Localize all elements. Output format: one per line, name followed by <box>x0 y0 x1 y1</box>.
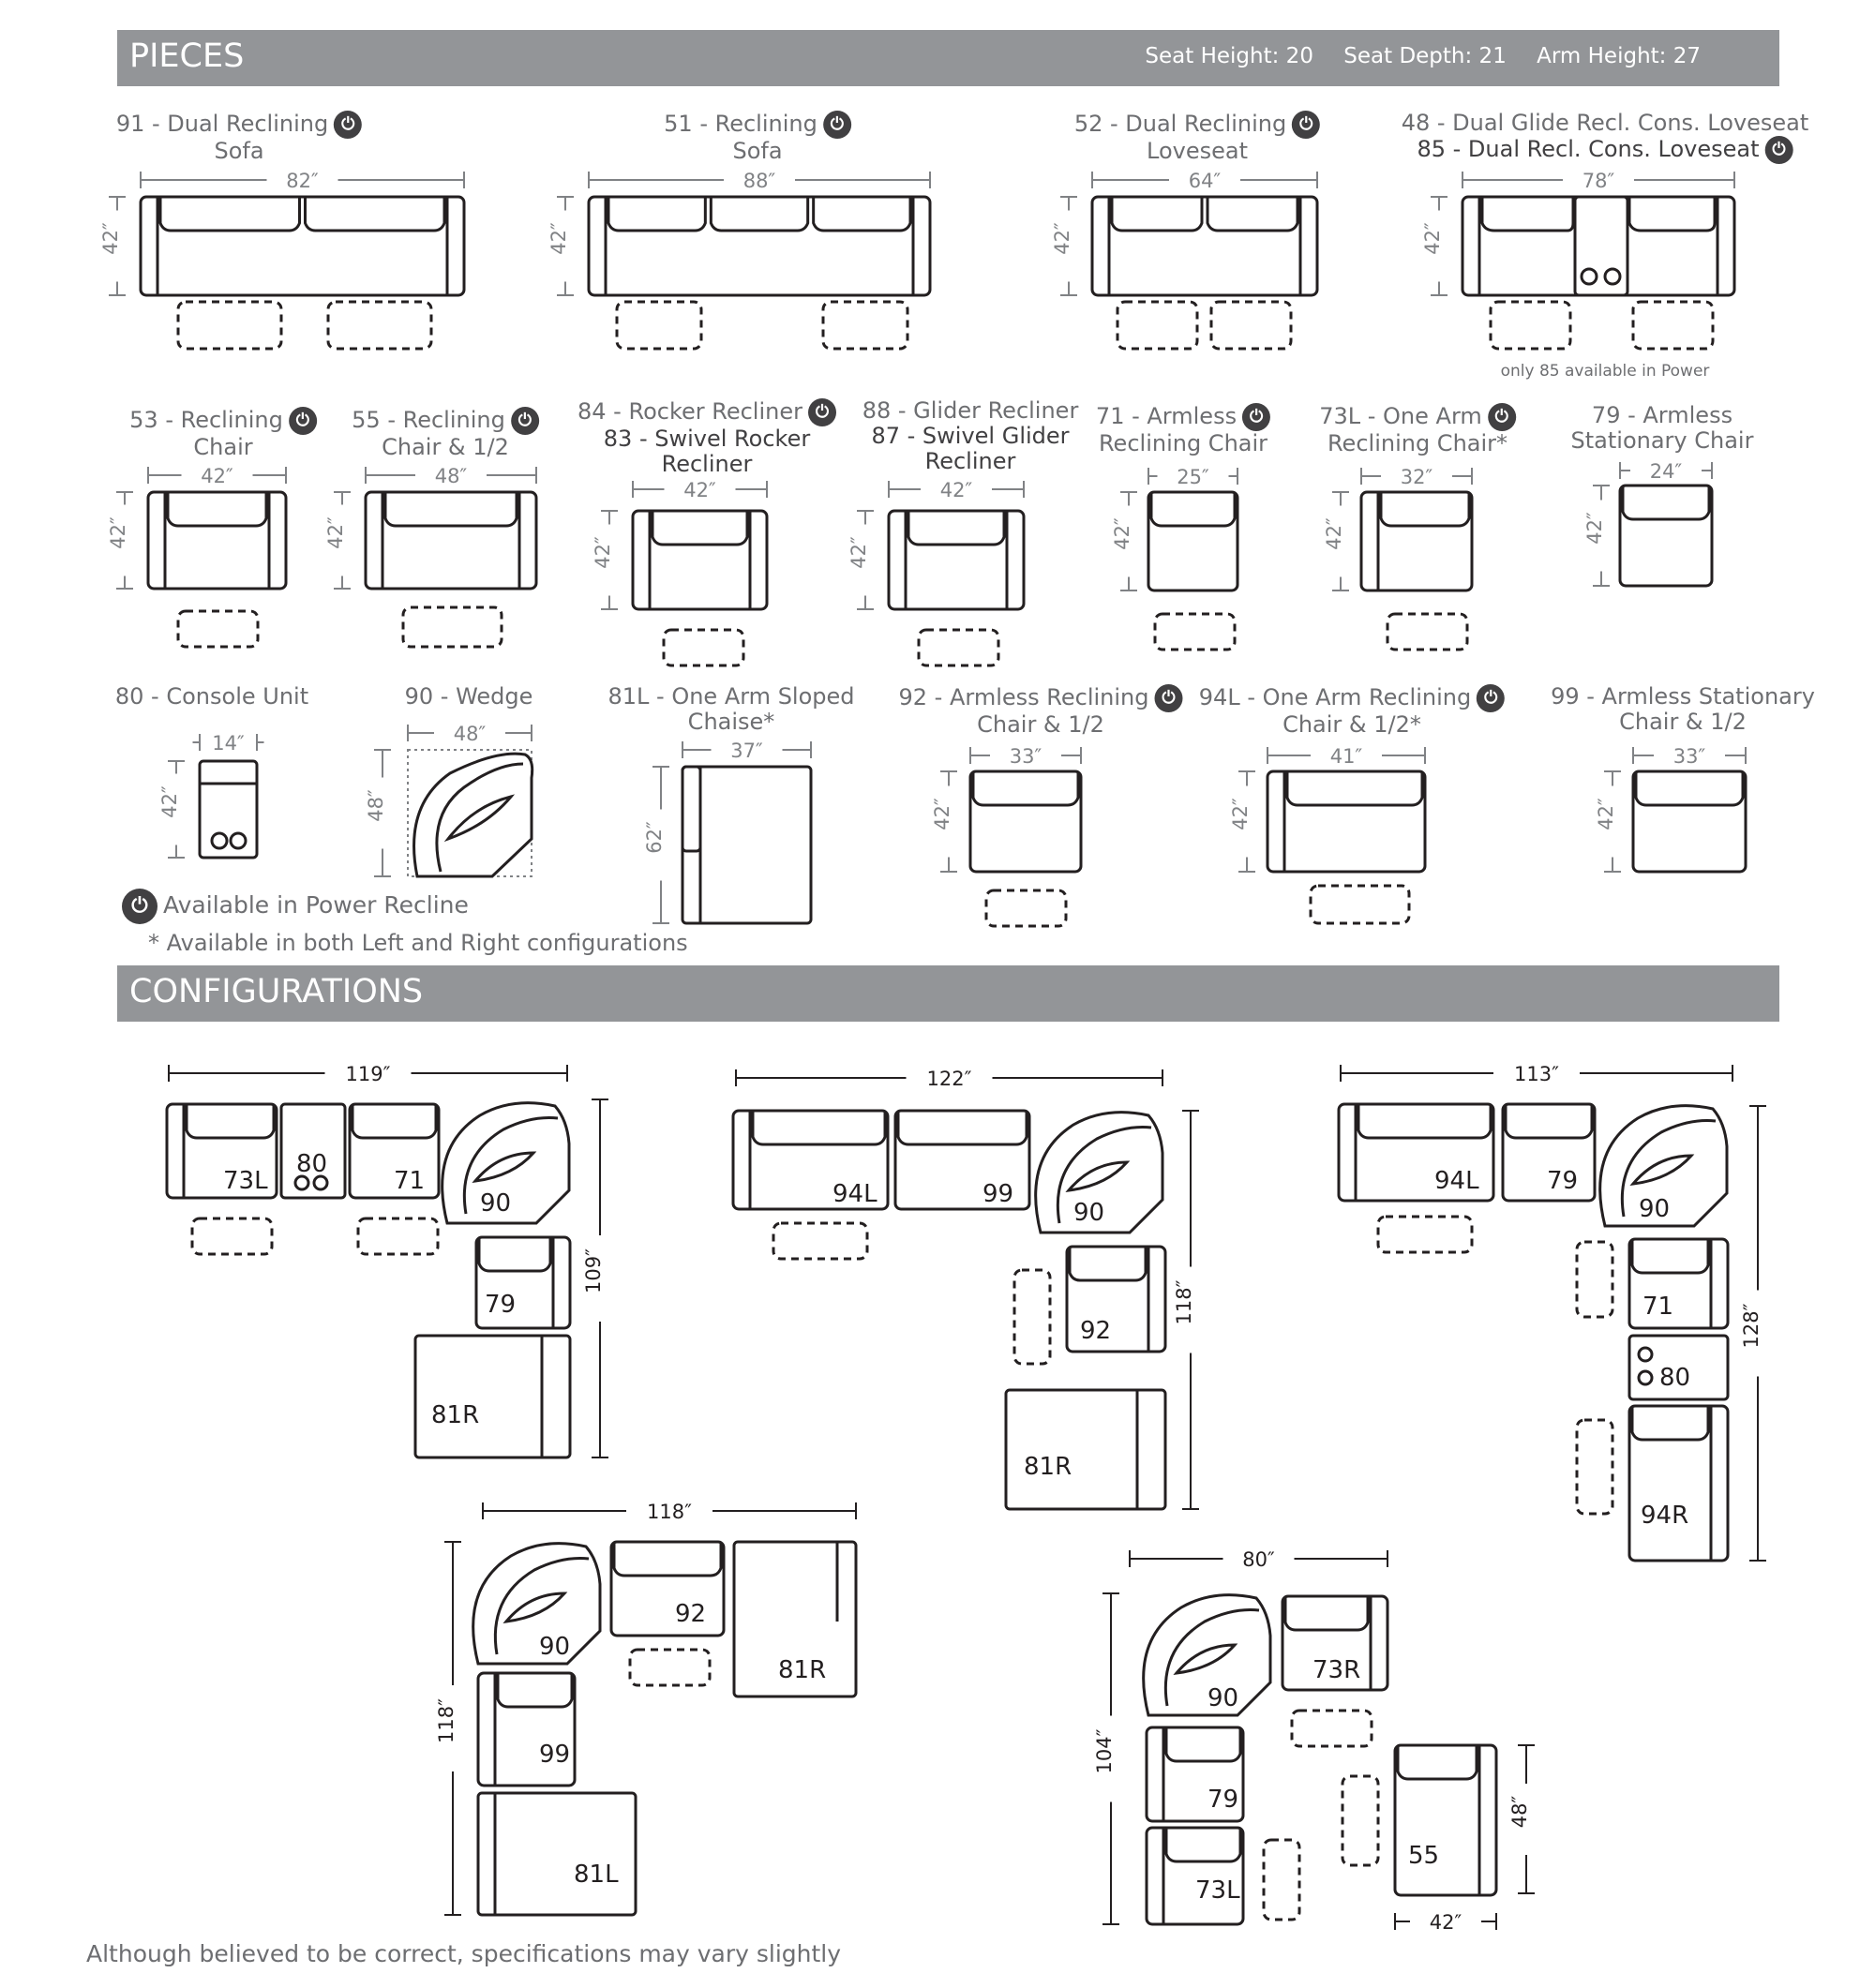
piece-label-88-87: 88 - Glider Recliner 87 - Swivel Glider Recliner <box>862 397 1079 474</box>
config1-81R <box>415 1336 570 1457</box>
config5-90-cushion <box>1177 1645 1235 1673</box>
config1-79-seat-back <box>479 1237 550 1271</box>
config2-99-seat-back <box>898 1111 1027 1144</box>
piece-92-outline <box>970 771 1081 872</box>
dim-height-88: 42″ <box>848 536 870 569</box>
dim-width-53: 42″ <box>201 465 233 487</box>
piece-55-seat-back <box>385 492 517 526</box>
power-legend: ⏻ Available in Power Recline <box>122 889 469 924</box>
dim-height-90: 48″ <box>365 789 387 822</box>
dim-width-config-4: 118″ <box>647 1501 692 1523</box>
power-icon: ⏻ <box>1477 684 1505 712</box>
power-icon: ⏻ <box>511 407 539 435</box>
dim-depth-config-2: 118″ <box>1173 1279 1195 1325</box>
config3-94R-outline <box>1629 1406 1728 1561</box>
config2-label-81R: 81R <box>1024 1453 1072 1481</box>
config5-label-73R: 73R <box>1312 1656 1361 1684</box>
config1-label-90: 90 <box>480 1189 512 1218</box>
config5-55-outline <box>1395 1745 1496 1895</box>
config2-label-99: 99 <box>982 1180 1014 1208</box>
config1-90-cushion <box>475 1153 533 1181</box>
config3-71-seat-back <box>1632 1239 1708 1273</box>
piece-84-seat-back <box>652 511 747 545</box>
dim-height-48: 42″ <box>1421 222 1444 255</box>
dim-width-92: 33″ <box>1009 745 1042 768</box>
config4-label-90: 90 <box>539 1633 571 1661</box>
config1-73L-seat-back <box>187 1104 274 1138</box>
dim-width-config-5-55: 42″ <box>1429 1911 1462 1934</box>
dim-height-73L: 42″ <box>1323 517 1345 550</box>
piece-label-79: 79 - Armless Stationary Chair <box>1570 402 1754 454</box>
config4-label-81R: 81R <box>778 1656 827 1684</box>
footrest-48b <box>1633 302 1713 349</box>
config5-label-55: 55 <box>1408 1842 1440 1870</box>
piece-91-outline <box>141 197 464 295</box>
footrest <box>773 1223 867 1259</box>
footrest-51b <box>823 302 908 349</box>
config1-label-80: 80 <box>296 1150 328 1178</box>
dim-width-48: 78″ <box>1582 170 1615 192</box>
piece-label-81L: 81L - One Arm Sloped Chaise* <box>608 683 855 735</box>
config3-label-71: 71 <box>1642 1293 1674 1321</box>
config1-label-73L: 73L <box>223 1167 268 1195</box>
footer-disclaimer: Although believed to be correct, specifications may vary slightly <box>86 1940 842 1967</box>
config3-label-94L: 94L <box>1434 1167 1479 1195</box>
footrest <box>1378 1217 1472 1252</box>
footrest-52a <box>1118 302 1197 349</box>
config1-label-81R: 81R <box>431 1401 480 1429</box>
piece-label-92: 92 - Armless Reclining ⏻ Chair & 1/2 <box>899 684 1183 738</box>
piece-81L-outline <box>682 767 811 923</box>
piece-label-53: 53 - Reclining ⏻ Chair <box>129 407 317 460</box>
power-icon: ⏻ <box>1242 403 1270 431</box>
dim-width-90: 48″ <box>453 723 487 745</box>
piece-79-seat-back <box>1623 486 1709 519</box>
piece-label-90: 90 - Wedge <box>404 683 533 710</box>
piece-94L-outline <box>1268 771 1425 872</box>
piece-label-91: 91 - Dual Reclining ⏻ Sofa <box>116 111 362 164</box>
power-icon: ⏻ <box>1292 111 1320 139</box>
footrest-53 <box>178 611 258 647</box>
dim-width-config-5: 80″ <box>1242 1548 1275 1571</box>
dim-width-94L: 41″ <box>1329 745 1363 768</box>
dim-width-71: 25″ <box>1177 466 1209 488</box>
piece-52-seat-back <box>1112 197 1202 231</box>
footrest-94L <box>1311 886 1409 923</box>
piece-48-outline <box>1462 197 1734 295</box>
configurations-title: CONFIGURATIONS <box>129 973 424 1010</box>
dim-width-79: 24″ <box>1649 460 1683 483</box>
config4-label-92: 92 <box>675 1600 707 1628</box>
piece-51-seat-back <box>711 197 807 231</box>
piece-label-48-85: 48 - Dual Glide Recl. Cons. Loveseat 85 - Dual Recl. Cons. Loveseat ⏻ <box>1401 110 1809 162</box>
dim-width-99: 33″ <box>1672 745 1706 768</box>
piece-94L-seat-back <box>1287 771 1422 805</box>
dim-height-92: 42″ <box>931 798 953 830</box>
config1-71-seat-back <box>352 1104 436 1138</box>
piece-80-console <box>200 761 257 858</box>
arm-height: Arm Height: 27 <box>1537 44 1701 68</box>
piece-48-seat-back <box>1482 197 1573 231</box>
dim-depth-config-5-55: 48″ <box>1508 1795 1531 1829</box>
piece-90-cushion <box>448 797 511 839</box>
power-icon: ⏻ <box>334 111 362 139</box>
dim-depth-config-1: 109″ <box>582 1248 605 1293</box>
piece-90-back <box>437 764 523 872</box>
config4-label-99: 99 <box>539 1741 571 1769</box>
piece-label-52: 52 - Dual Reclining ⏻ Loveseat <box>1074 111 1320 164</box>
dim-height-53: 42″ <box>107 516 129 549</box>
piece-71-outline <box>1148 492 1238 590</box>
config-legend: * Available in both Left and Right configurations <box>148 930 688 956</box>
dim-height-80: 42″ <box>158 785 181 818</box>
dim-width-55: 48″ <box>434 465 468 487</box>
config5-55-seat-back <box>1398 1745 1477 1779</box>
config2-81R <box>1006 1390 1165 1509</box>
config3-94R-seat-back <box>1632 1406 1708 1440</box>
footrest-48a <box>1491 302 1570 349</box>
config4-90-cushion <box>506 1593 564 1622</box>
footrest-52b <box>1211 302 1291 349</box>
power-icon: ⏻ <box>289 407 317 435</box>
dim-height-99: 42″ <box>1595 798 1617 830</box>
footrest <box>1577 1420 1612 1514</box>
dim-height-52: 42″ <box>1051 222 1073 255</box>
cupholder-icon <box>231 833 246 848</box>
dim-height-81L: 62″ <box>643 821 666 854</box>
piece-51-outline <box>589 197 930 295</box>
dim-width-52: 64″ <box>1188 170 1222 192</box>
config1-90-back <box>464 1118 558 1215</box>
piece-88-seat-back <box>908 511 1004 545</box>
piece-53-seat-back <box>168 492 266 526</box>
footrest-92 <box>986 890 1066 926</box>
footrest <box>630 1650 710 1685</box>
footrest <box>192 1218 272 1254</box>
dim-height-91: 42″ <box>99 222 122 255</box>
cupholder-icon <box>1639 1371 1652 1384</box>
piece-99-seat-back <box>1636 771 1743 805</box>
dim-height-51: 42″ <box>548 222 570 255</box>
dim-width-config-1: 119″ <box>345 1063 391 1085</box>
config4-99-outline <box>478 1673 575 1786</box>
config4-90-outline <box>473 1544 600 1664</box>
config2-90-back <box>1058 1128 1151 1224</box>
piece-label-51: 51 - Reclining ⏻ Sofa <box>664 111 851 164</box>
power-icon: ⏻ <box>122 889 158 924</box>
piece-81L-arm-block <box>682 767 700 851</box>
config2-label-94L: 94L <box>832 1180 878 1208</box>
piece-48-seat-back <box>1629 197 1715 231</box>
config2-label-92: 92 <box>1080 1317 1112 1345</box>
piece-label-71: 71 - Armless ⏻ Reclining Chair <box>1096 403 1270 456</box>
piece-label-94L: 94L - One Arm Reclining ⏻ Chair & 1/2* <box>1199 684 1505 738</box>
piece-label-84-83: 84 - Rocker Recliner ⏻ 83 - Swivel Rocker Recliner <box>578 398 836 477</box>
power-icon: ⏻ <box>1765 136 1793 164</box>
piece-71-seat-back <box>1151 492 1235 526</box>
config3-label-79: 79 <box>1547 1167 1579 1195</box>
config4-99-seat-back <box>498 1673 572 1707</box>
piece-52-seat-back <box>1208 197 1298 231</box>
footrest <box>1342 1776 1378 1865</box>
config5-label-73L: 73L <box>1195 1876 1240 1905</box>
power-note: only 85 available in Power <box>1500 362 1710 381</box>
dim-width-51: 88″ <box>742 170 776 192</box>
config1-label-79: 79 <box>485 1291 517 1319</box>
config2-label-90: 90 <box>1073 1199 1105 1227</box>
dim-height-79: 42″ <box>1583 512 1606 545</box>
dim-height-94L: 42″ <box>1229 798 1252 830</box>
cupholder-icon <box>1605 269 1620 284</box>
config5-label-90: 90 <box>1208 1684 1239 1712</box>
piece-91-seat-back <box>306 197 445 231</box>
dim-height-55: 42″ <box>324 516 347 549</box>
footrest-55 <box>403 607 502 647</box>
piece-52-outline <box>1092 197 1317 295</box>
config4-81L <box>478 1793 636 1915</box>
config5-73R-seat-back <box>1285 1596 1368 1630</box>
seat-height: Seat Height: 20 <box>1145 44 1313 68</box>
footrest-73L <box>1388 614 1467 650</box>
dim-height-71: 42″ <box>1111 517 1133 550</box>
config4-label-81L: 81L <box>574 1861 619 1889</box>
footrest <box>1292 1711 1372 1746</box>
pieces-title: PIECES <box>129 37 245 75</box>
piece-79-outline <box>1620 486 1712 586</box>
footrest <box>1014 1270 1050 1364</box>
piece-55-outline <box>366 492 536 589</box>
footrest <box>358 1218 438 1254</box>
config5-label-79: 79 <box>1208 1786 1239 1814</box>
footrest <box>1264 1840 1299 1920</box>
config3-90-cushion <box>1633 1156 1691 1184</box>
config5-73L-seat-back <box>1166 1828 1240 1861</box>
dim-width-88: 42″ <box>939 479 973 501</box>
config4-92-seat-back <box>614 1542 721 1576</box>
footrest-91b <box>328 302 431 349</box>
piece-label-55: 55 - Reclining ⏻ Chair & 1/2 <box>352 407 539 460</box>
config2-90-cushion <box>1069 1162 1127 1190</box>
config2-94L-seat-back <box>753 1111 885 1144</box>
config1-label-71: 71 <box>394 1167 426 1195</box>
power-icon: ⏻ <box>823 111 851 139</box>
dim-depth-config-3: 128″ <box>1740 1303 1762 1349</box>
piece-label-99: 99 - Armless Stationary Chair & 1/2 <box>1551 683 1815 735</box>
piece-51-seat-back <box>814 197 910 231</box>
dim-width-config-3: 113″ <box>1514 1063 1559 1085</box>
footrest-84 <box>664 630 743 665</box>
dim-depth-config-5: 104″ <box>1093 1728 1116 1774</box>
config2-92-seat-back <box>1070 1247 1146 1280</box>
dim-width-80: 14″ <box>212 732 245 755</box>
cupholder-icon <box>295 1176 308 1189</box>
dim-width-81L: 37″ <box>730 740 763 762</box>
footrest-91a <box>178 302 281 349</box>
piece-92-seat-back <box>973 771 1078 805</box>
config3-label-94R: 94R <box>1641 1502 1689 1530</box>
cupholder-icon <box>212 833 227 848</box>
cupholder-icon <box>1582 269 1597 284</box>
footrest-88 <box>919 630 998 665</box>
footrest-71 <box>1155 614 1235 650</box>
footrest <box>1577 1242 1612 1317</box>
piece-label-80: 80 - Console Unit <box>114 683 309 710</box>
cupholder-icon <box>1639 1348 1652 1361</box>
config3-79-seat-back <box>1506 1104 1592 1138</box>
piece-label-73L: 73L - One Arm ⏻ Reclining Chair* <box>1319 403 1516 456</box>
power-icon: ⏻ <box>1488 403 1516 431</box>
cupholder-icon <box>314 1176 327 1189</box>
dim-depth-config-4: 118″ <box>435 1698 458 1743</box>
piece-91-seat-back <box>160 197 300 231</box>
dim-width-73L: 32″ <box>1400 466 1433 488</box>
seat-depth: Seat Depth: 21 <box>1343 44 1507 68</box>
piece-51-seat-back <box>608 197 705 231</box>
footrest-51a <box>617 302 701 349</box>
piece-73L-seat-back <box>1381 492 1469 526</box>
config3-label-90: 90 <box>1639 1195 1671 1223</box>
dim-width-84: 42″ <box>683 479 716 501</box>
config4-92-outline <box>611 1542 724 1636</box>
dim-height-84: 42″ <box>592 536 614 569</box>
power-icon: ⏻ <box>1155 684 1183 712</box>
config3-label-80: 80 <box>1659 1364 1691 1392</box>
config5-79-seat-back <box>1166 1727 1240 1761</box>
dim-width-91: 82″ <box>286 170 319 192</box>
piece-99-outline <box>1633 771 1746 872</box>
power-icon: ⏻ <box>808 398 836 426</box>
dim-width-config-2: 122″ <box>926 1068 972 1090</box>
config3-94L-seat-back <box>1358 1104 1491 1138</box>
